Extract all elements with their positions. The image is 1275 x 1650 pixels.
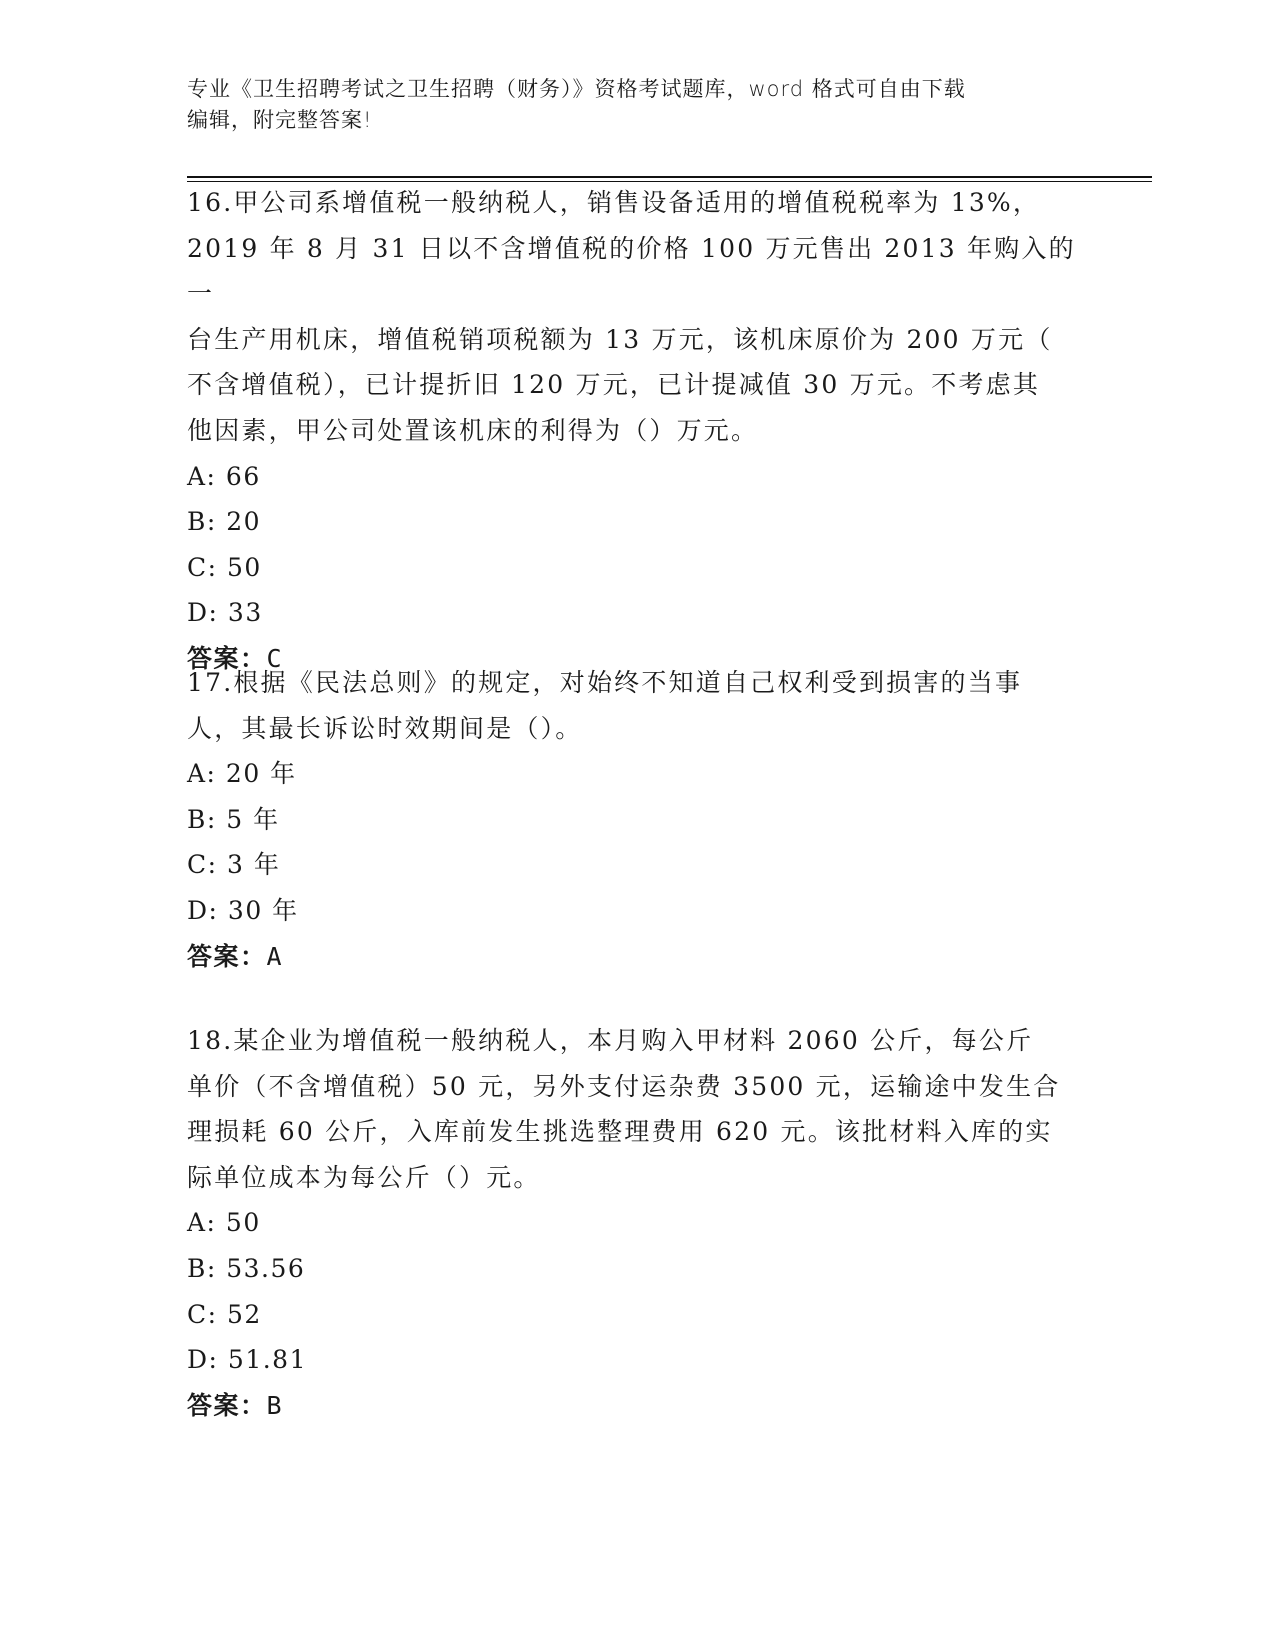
question-text-line: 际单位成本为每公斤（）元。 (187, 1162, 541, 1192)
option-c: C: 50 (187, 552, 262, 582)
question-text-line: 他因素，甲公司处置该机床的利得为（）万元。 (187, 415, 759, 445)
question-text-line: 17.根据《民法总则》的规定，对始终不知道自己权利受到损害的当事 (187, 668, 1023, 697)
question-text-line: 理损耗 60 公斤，入库前发生挑选整理费用 620 元。该批材料入库的实 (187, 1117, 1053, 1147)
question-text-line: 16.甲公司系增值税一般纳税人，销售设备适用的增值税税率为 13%， (187, 188, 1041, 217)
option-d: D: 33 (187, 598, 263, 628)
question-17 (187, 660, 1087, 979)
option-b: B: 53.56 (187, 1253, 306, 1283)
question-text-line: 不含增值税），已计提折旧 120 万元，已计提减值 30 万元。不考虑其 (187, 370, 1041, 400)
question-18 (187, 1018, 1087, 1428)
answer-value: A (266, 941, 284, 971)
question-text-line: 18.某企业为增值税一般纳税人，本月购入甲材料 2060 公斤，每公斤 (187, 1026, 1034, 1055)
question-text-line: 台生产用机床，增值税销项税额为 13 万元，该机床原价为 200 万元（ (187, 324, 1053, 354)
option-a: A: 66 (187, 461, 261, 491)
option-b: B: 5 年 (187, 804, 280, 834)
option-b: B: 20 (187, 507, 262, 537)
header-divider-thick (187, 176, 1152, 178)
question-text-line: 人，其最长诉讼时效期间是（）。 (187, 713, 583, 743)
header-line-2: 编辑，附完整答案! (187, 108, 373, 132)
option-a: A: 50 (187, 1208, 261, 1238)
option-c: C: 3 年 (187, 850, 281, 880)
answer-label: 答案： (187, 643, 267, 673)
question-text-line: 2019 年 8 月 31 日以不含增值税的价格 100 万元售出 2013 年购入的一 (187, 233, 1076, 309)
answer-value: B (266, 1390, 284, 1420)
option-d: D: 51.81 (187, 1345, 307, 1375)
question-16 (187, 180, 1087, 682)
answer-line (187, 934, 1087, 980)
header-line-1: 专业《卫生招聘考试之卫生招聘（财务）》资格考试题库，word 格式可自由下载 (187, 77, 966, 101)
answer-label: 答案： (187, 941, 267, 971)
answer-label: 答案： (187, 1390, 267, 1420)
option-c: C: 52 (187, 1299, 262, 1329)
option-d: D: 30 年 (187, 895, 299, 925)
answer-line (187, 1383, 1087, 1429)
question-text-line: 单价（不含增值税）50 元，另外支付运杂费 3500 元，运输途中发生合 (187, 1071, 1061, 1101)
document-header (187, 74, 1067, 136)
option-a: A: 20 年 (187, 759, 297, 789)
answer-value: C (266, 643, 284, 673)
